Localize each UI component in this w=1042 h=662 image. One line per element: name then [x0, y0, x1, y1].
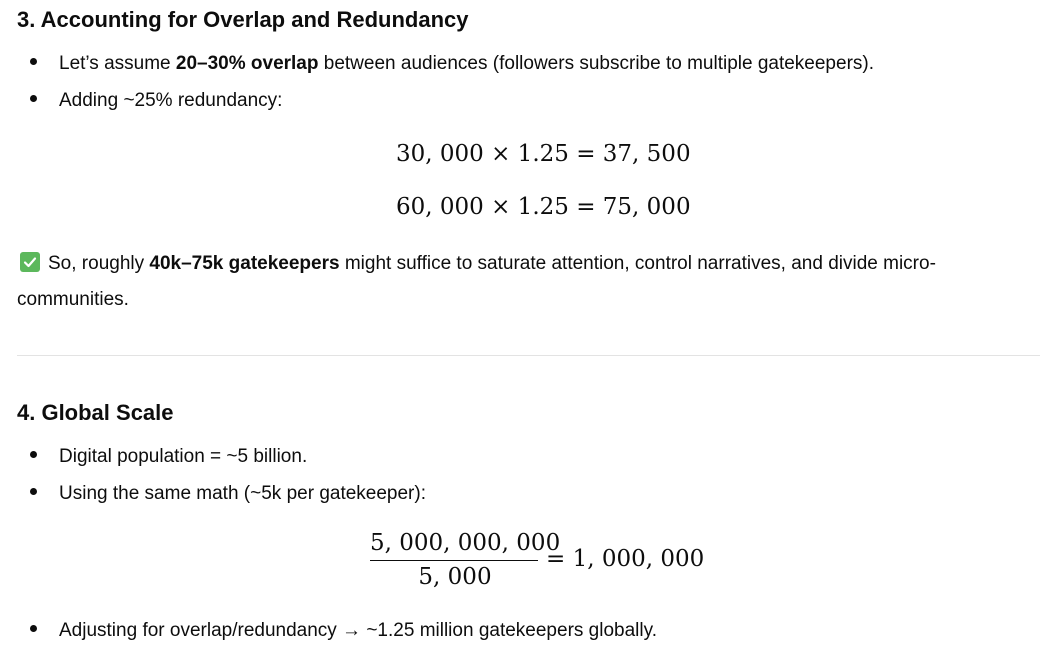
list-item — [30, 481, 426, 507]
list-item — [30, 88, 282, 114]
fraction-numerator: 5, 000, 000, 000 — [370, 530, 561, 556]
check-mark-button-icon — [20, 252, 40, 272]
section-divider — [17, 355, 1040, 356]
conclusion-paragraph — [17, 246, 1032, 318]
fraction-denominator: 5, 000 — [418, 564, 492, 590]
list-item — [30, 618, 657, 644]
bullet-icon — [30, 625, 37, 632]
section-4-heading: 4. Global Scale — [17, 400, 174, 425]
bullet-text: Digital population = ~5 billion. — [59, 446, 308, 467]
bullet-icon — [30, 58, 37, 65]
bullet-text: Adjusting for overlap/redundancy → ~1.25 million gatekeepers globally. — [59, 620, 657, 641]
section-3-heading: 3. Accounting for Overlap and Redundancy — [17, 7, 469, 32]
conclusion-text-bold: 40k–75k gatekeepers — [149, 253, 340, 274]
bullet-text-before: Let’s assume — [59, 53, 176, 74]
bullet-text: Adding ~25% redundancy: — [59, 90, 283, 111]
fraction-result: = 1, 000, 000 — [546, 546, 705, 572]
bullet-text: Using the same math (~5k per gatekeeper): — [59, 483, 426, 504]
conclusion-text-before: So, roughly — [48, 253, 150, 274]
bullet-icon — [30, 95, 37, 102]
fraction-bar — [370, 560, 538, 561]
math-equation-2: 60, 000 × 1.25 = 75, 000 — [396, 194, 691, 220]
conclusion-text-after: might suffice to saturate attention, control narratives, and divide micro-communities. — [17, 253, 936, 310]
bullet-text-after: between audiences (followers subscribe to multiple gatekeepers). — [318, 53, 875, 74]
list-item — [30, 51, 874, 77]
bullet-text-bold: 20–30% overlap — [175, 53, 319, 74]
math-equation-1: 30, 000 × 1.25 = 37, 500 — [396, 141, 691, 167]
bullet-icon — [30, 488, 37, 495]
list-item — [30, 444, 307, 470]
bullet-icon — [30, 451, 37, 458]
